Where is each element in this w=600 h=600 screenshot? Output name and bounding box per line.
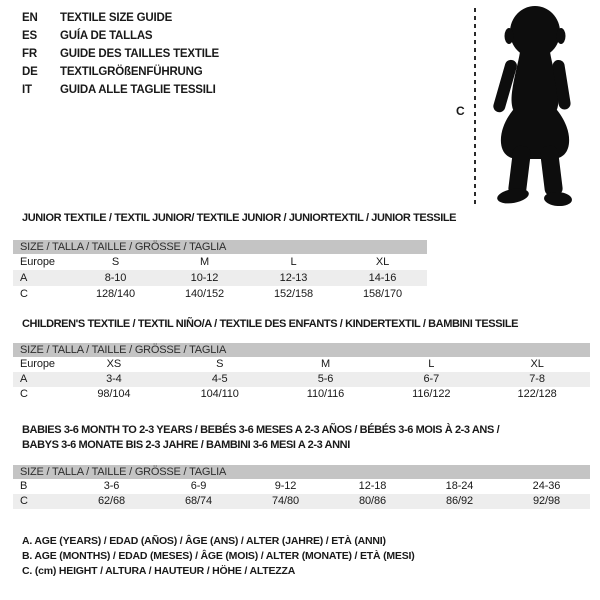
table-cell: 12-13 (279, 272, 308, 284)
toddler-silhouette-image (482, 4, 588, 208)
legend-footnotes (22, 534, 415, 579)
language-code: EN (22, 12, 38, 24)
table-cell: 128/140 (95, 288, 136, 300)
table-row-europe (13, 357, 590, 372)
row-label: C (20, 388, 28, 400)
table-cell: 140/152 (184, 288, 225, 300)
table-cell: 122/128 (517, 388, 557, 400)
table-cell: 86/92 (445, 495, 474, 507)
language-title: TEXTILE SIZE GUIDE (60, 12, 173, 24)
table-cell: 6-7 (423, 373, 440, 385)
table-row-height (13, 494, 590, 509)
babies-table-title (22, 423, 499, 453)
language-row-fr (22, 45, 219, 63)
footnote-age-years: A. AGE (YEARS) / EDAD (AÑOS) / ÂGE (ANS) / ALTER (JAHRE) / ETÀ (ANNI) (22, 535, 386, 547)
footnote-age-months: B. AGE (MONTHS) / EDAD (MESES) / ÂGE (MOIS) / ALTER (MONATE) / ETÀ (MESI) (22, 550, 415, 562)
size-header-bar: SIZE / TALLA / TAILLE / GRÖSSE / TAGLIA (13, 240, 427, 254)
language-title: TEXTILGRÖßENFÜHRUNG (60, 66, 203, 78)
table-cell: 12-18 (358, 480, 387, 492)
table-cell: XL (530, 358, 544, 370)
table-cell: XS (106, 358, 122, 370)
table-cell: 92/98 (532, 495, 561, 507)
language-title: GUIDE DES TAILLES TEXTILE (60, 48, 219, 60)
table-cell: 7-8 (529, 373, 545, 385)
table-cell: 98/104 (97, 388, 131, 400)
table-row-age (13, 270, 427, 286)
junior-table-title: JUNIOR TEXTILE / TEXTIL JUNIOR/ TEXTILE JUNIOR / JUNIORTEXTIL / JUNIOR TESSILE (22, 212, 457, 224)
language-title: GUIDA ALLE TAGLIE TESSILI (60, 84, 216, 96)
language-row-de (22, 63, 219, 81)
language-row-en (22, 9, 219, 27)
row-label: C (20, 288, 28, 300)
table-cell: 152/158 (273, 288, 314, 300)
table-cell: M (320, 358, 331, 370)
row-label: A (20, 373, 28, 385)
table-row-europe (13, 254, 427, 270)
table-cell: 14-16 (368, 272, 397, 284)
language-row-it (22, 81, 219, 99)
row-label: B (20, 480, 28, 492)
children-size-table (13, 343, 590, 402)
table-cell: 6-9 (190, 480, 207, 492)
table-cell: S (111, 256, 120, 268)
table-cell: M (199, 256, 210, 268)
table-cell: 8-10 (104, 272, 127, 284)
table-cell: L (428, 358, 435, 370)
table-cell: 74/80 (271, 495, 300, 507)
table-row-height (13, 387, 590, 402)
table-cell: 24-36 (532, 480, 561, 492)
height-measure-dashed-line (474, 8, 476, 206)
language-code: DE (22, 66, 38, 78)
table-cell: L (290, 256, 297, 268)
table-cell: 158/170 (362, 288, 403, 300)
language-row-es (22, 27, 219, 45)
table-cell: 110/116 (306, 388, 345, 400)
table-cell: XL (375, 256, 390, 268)
table-cell: 3-6 (103, 480, 120, 492)
footnote-height-cm: C. (cm) HEIGHT / ALTURA / HAUTEUR / HÖHE / ALTEZZA (22, 565, 296, 577)
table-cell: 80/86 (358, 495, 387, 507)
table-row-age-months (13, 479, 590, 494)
table-cell: S (216, 358, 224, 370)
table-cell: 68/74 (184, 495, 213, 507)
table-cell: 116/122 (412, 388, 451, 400)
language-code: FR (22, 48, 37, 60)
table-cell: 3-4 (106, 373, 122, 385)
language-title-list (22, 9, 219, 99)
table-cell: 62/68 (97, 495, 126, 507)
size-header-bar: SIZE / TALLA / TAILLE / GRÖSSE / TAGLIA (13, 343, 590, 357)
height-measure-label: C (456, 104, 465, 118)
language-code: ES (22, 30, 37, 42)
language-title: GUÍA DE TALLAS (60, 30, 153, 42)
table-cell: 5-6 (317, 373, 334, 385)
children-table-title: CHILDREN'S TEXTILE / TEXTIL NIÑO/A / TEXTILE DES ENFANTS / KINDERTEXTIL / BAMBINI TESSILE (22, 318, 519, 330)
table-cell: 10-12 (190, 272, 219, 284)
table-cell: 4-5 (211, 373, 228, 385)
babies-title-line1: BABIES 3-6 MONTH TO 2-3 YEARS / BEBÉS 3-6 MESES A 2-3 AÑOS / BÉBÉS 3-6 MOIS À 2-3 ANS / (22, 424, 500, 436)
language-code: IT (22, 84, 32, 96)
row-label: C (20, 495, 28, 507)
table-cell: 104/110 (200, 388, 239, 400)
babies-size-table (13, 465, 590, 509)
row-label: Europe (20, 358, 55, 370)
babies-title-line2: BABYS 3-6 MONATE BIS 2-3 JAHRE / BAMBINI 3-6 MESI A 2-3 ANNI (22, 439, 350, 451)
table-cell: 9-12 (274, 480, 297, 492)
junior-size-table (13, 240, 427, 302)
row-label: A (20, 272, 28, 284)
size-header-bar: SIZE / TALLA / TAILLE / GRÖSSE / TAGLIA (13, 465, 590, 479)
table-row-height (13, 286, 427, 302)
table-row-age (13, 372, 590, 387)
row-label: Europe (20, 256, 55, 268)
table-cell: 18-24 (445, 480, 474, 492)
